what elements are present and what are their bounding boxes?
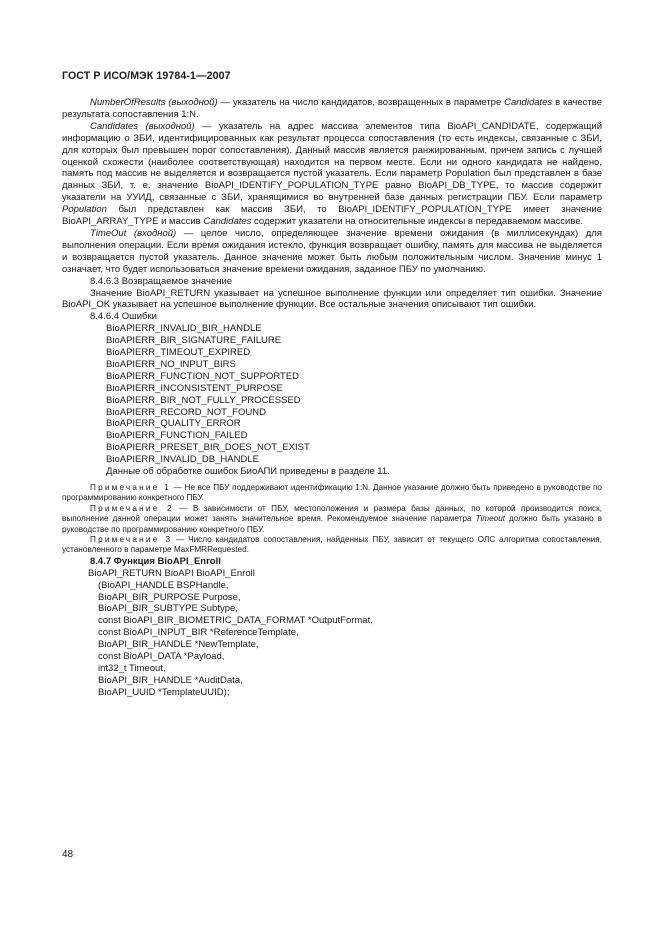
note-label: Примечание 1 (90, 483, 172, 492)
return-value-paragraph: Значение BioAPI_RETURN указывает на успешное выполнение функции или определяет тип ошибки. Значение BioAPI_OK указывает на успешное выполнение функции. Все остальные значения описывают тип ошибки. (62, 287, 602, 311)
function-parameter: BioAPI_BIR_PURPOSE Purpose, (98, 591, 241, 603)
error-code: BioAPIERR_BIR_SIGNATURE_FAILURE (106, 335, 282, 347)
error-code: BioAPIERR_TIMEOUT_EXPIRED (106, 347, 251, 359)
param-text: — целое число, определяющее значение времени ожидания (в миллисекундах) для выполнения операции. Если время ожидания истекло, функция возвращает ошибку, память для массива не выделяется и возвращается пустой указатель. Данное значение может быть любым положительным числом. Значение минус 1 означает, что будет использоваться значение времени ожидания, заданное ПБУ по умолчанию. (62, 227, 602, 275)
function-parameter: BioAPI_UUID *TemplateUUID); (98, 686, 230, 698)
note-term: Timeout (475, 514, 506, 524)
error-code: BioAPIERR_RECORD_NOT_FOUND (106, 406, 266, 418)
param-text: в качестве результата сопоставления 1:N. (62, 97, 602, 120)
param-text: — указатель на число кандидатов, возвращенных в параметре (217, 97, 505, 108)
param-term: NumberOfResults (выходной) (90, 97, 218, 108)
function-parameter: const BioAPI_INPUT_BIR *ReferenceTemplate, (98, 627, 299, 639)
note-1 (62, 483, 602, 504)
function-parameter: (BioAPI_HANDLE BSPHandle, (98, 579, 229, 591)
note-text: — Число кандидатов сопоставления, найденных ПБУ, зависит от текущего ОЛС алгоритма сопоставления, установленного в параметре MaxFMRRequested. (62, 535, 602, 555)
error-code: BioAPIERR_BIR_NOT_FULLY_PROCESSED (106, 394, 301, 406)
errors-reference: Данные об обработке ошибок БиоАПИ приведены в разделе 11. (106, 466, 390, 478)
param-term: TimeOut (входной) (90, 227, 177, 239)
section-8-4-6-4-heading: 8.4.6.4 Ошибки (90, 311, 157, 323)
param-term: Candidates (504, 97, 553, 108)
param-term: Candidates (выходной) (90, 120, 195, 132)
function-parameters (62, 580, 602, 699)
error-code: BioAPIERR_NO_INPUT_BIRS (106, 358, 236, 370)
param-text: — указатель на адрес массива элементов типа BioAPI_CANDIDATE, содержащий информацию о ЗБИ, идентифицированных как результат процесса сопоставления (то есть индексы, связанные с ЗБИ, для которых был превышен порог сопоставления). Данный массив является ранжированным, причем запись с лучшей оценкой схожести (наиболее соответствующая) находится на первом месте. Если ни одного кандидата не найдено, память под массив не выделяется и возвращается пустой указатель. Если параметр Population был представлен в базе данных ЗБИ, т. е. значение BioAPI_IDENTIFY_POPULATION_TYPE равно BioAPI_DB_TYPE, то массив содержит указатели на УУИД, связанные с ЗБИ, хранящимися во внутренней базе данных регистрации ПБУ. Если параметр (62, 120, 603, 204)
page-body (62, 97, 602, 699)
function-parameter: int32_t Timeout, (98, 663, 166, 674)
note-2 (62, 504, 602, 535)
error-code: BioAPIERR_FUNCTION_NOT_SUPPORTED (106, 370, 300, 382)
error-code: BioAPIERR_INVALID_BIR_HANDLE (106, 323, 262, 335)
function-signature: BioAPI_RETURN BioAPI BioAPI_Enroll (88, 567, 255, 579)
note-3 (62, 535, 602, 556)
error-code: BioAPIERR_QUALITY_ERROR (106, 418, 241, 430)
function-parameter: BioAPI_BIR_SUBTYPE Subtype, (98, 603, 238, 615)
note-label: Примечание 2 (90, 503, 174, 513)
param-timeout (62, 228, 602, 276)
page-number: 48 (62, 849, 74, 860)
param-candidates (62, 121, 602, 228)
function-parameter: BioAPI_BIR_HANDLE *NewTemplate, (98, 639, 259, 651)
function-parameter: BioAPI_BIR_HANDLE *AuditData, (98, 674, 243, 686)
section-8-4-7-heading: 8.4.7 Функция BioAPI_Enroll (90, 555, 221, 567)
note-text: — Не все ПБУ поддерживают идентификацию 1:N. Данное указание должно быть приведено в руководстве по программированию конкретного ПБУ. (62, 483, 602, 503)
section-8-4-6-3-heading: 8.4.6.3 Возвращаемое значение (90, 275, 233, 287)
error-code: BioAPIERR_INVALID_DB_HANDLE (106, 454, 259, 466)
page-header: ГОСТ Р ИСО/МЭК 19784-1—2007 (62, 70, 231, 82)
note-text: должно быть указано в руководстве по программированию конкретного ПБУ. (62, 514, 603, 534)
param-term: Candidates (203, 216, 252, 228)
error-code: BioAPIERR_FUNCTION_FAILED (106, 430, 248, 442)
param-term: Population (62, 204, 107, 216)
error-code: BioAPIERR_INCONSISTENT_PURPOSE (106, 382, 283, 394)
error-list (62, 323, 602, 466)
param-text: был представлен как массив ЗБИ, то BioAPI_IDENTIFY_POPULATION_TYPE имеет значение BioAPI_ARRAY_TYPE и массив (62, 204, 602, 228)
error-code: BioAPIERR_PRESET_BIR_DOES_NOT_EXIST (106, 442, 310, 454)
note-label: Примечание 3 (90, 535, 173, 545)
function-parameter: const BioAPI_DATA *Payload, (98, 651, 225, 663)
param-number-of-results (62, 97, 602, 121)
function-parameter: const BioAPI_BIR_BIOMETRIC_DATA_FORMAT *OutputFormat, (98, 615, 373, 627)
param-text: содержит указатели на относительные индексы в передаваемом массиве. (251, 216, 584, 228)
note-text: — В зависимости от ПБУ, местоположения и размера базы данных, по которой производится поиск, выполнение данной операции может занять значительное время. Рекомендуемое значение параметра (62, 503, 602, 524)
